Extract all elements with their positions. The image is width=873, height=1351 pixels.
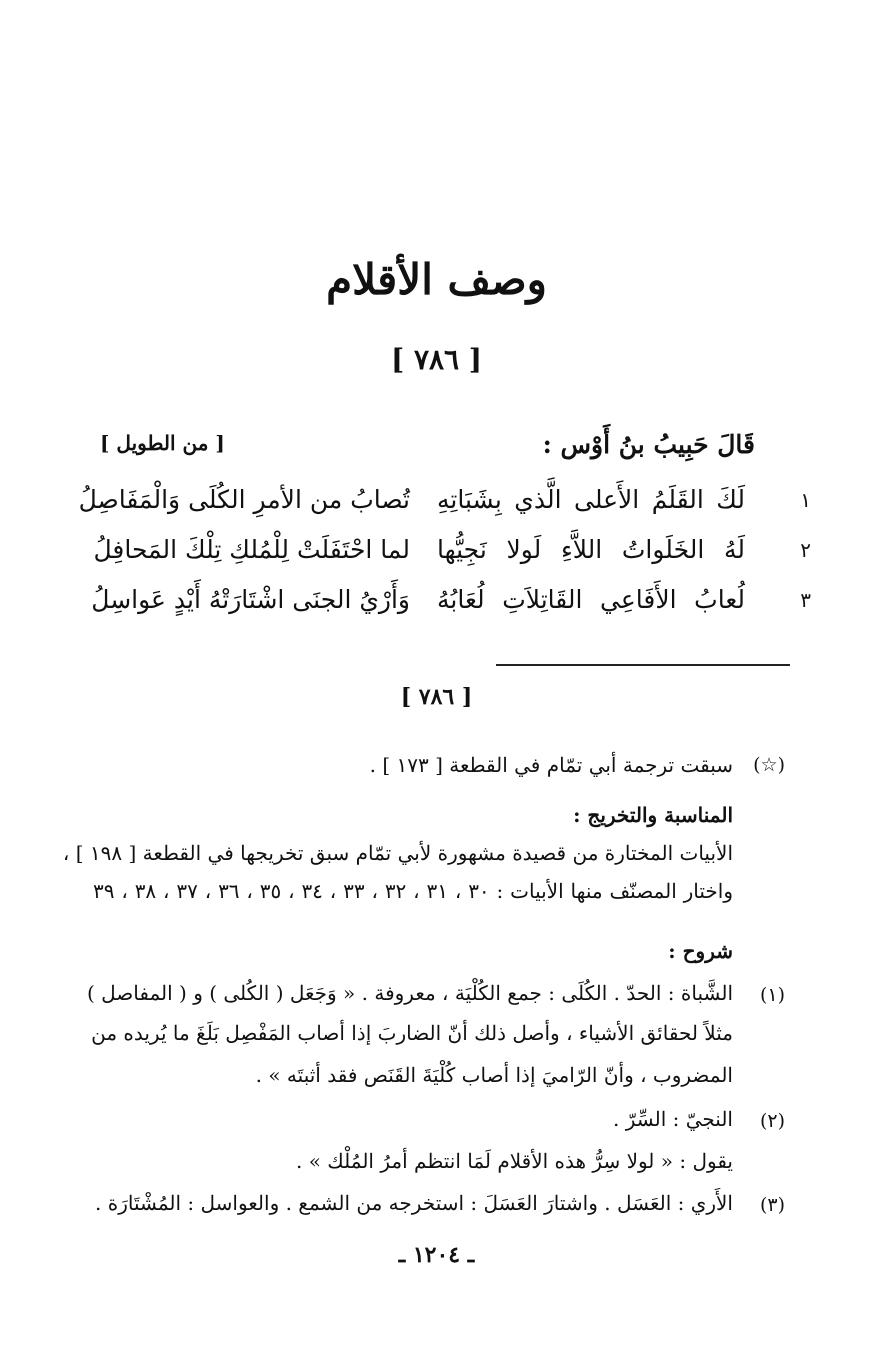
star-marker: (☆) [753,754,785,776]
explanation-line: النجيّ : السِّرّ . [613,1107,733,1131]
explanations-heading: شروح : [668,939,733,963]
verse-second-hemistich: تُصابُ من الأمرِ الكُلَى وَالْمَفَاصِلُ [78,485,410,514]
verse-first-hemistich: لَكَ القَلَمُ الأَعلى الَّذي بِشَبَاتِهِ [437,485,745,514]
relevance-line: الأبيات المختارة من قصيدة مشهورة لأبي تمّام سبق تخريجها في القطعة [ ١٩٨ ] ، [62,841,733,865]
explanation-line: المضروب ، وأنّ الرّاميَ إذا أصاب كُلْيَةَ القَنَص فقد أثبتَه » . [255,1063,733,1087]
explanation-marker: (٣) [759,1194,785,1216]
verse-2 [0,528,873,574]
verse-number: ٢ [800,538,811,562]
explanation-line: مثلاً لحقائق الأشياء ، وأصل ذلك أنّ الضاربَ إذا أصاب المَفْصِل بَلَغَ ما يُريده من [91,1021,733,1045]
verse-1 [0,478,873,524]
poet-attribution: قَالَ حَبِيبُ بنُ أَوْس : [542,430,755,459]
explanation-line: الأَري : العَسَل . واشتارَ العَسَلَ : استخرجه من الشمع . والعواسل : المُشْتَارَة . [95,1191,733,1215]
page-number: ـ ١٢٠٤ ـ [398,1242,475,1268]
verse-second-hemistich: لما احْتَفَلَتْ لِلْمُلكِ تِلْكَ المَحافِلُ [93,535,410,564]
page-title: وصف الأقلام [326,255,547,304]
verse-first-hemistich: لَهُ الخَلَواتُ اللاَّءِ لَولا نَجِيُّها [437,535,745,564]
explanation-line: يقول : « لولا سِرُّ هذه الأقلام لَمَا انتظم أمرُ المُلْك » . [295,1149,733,1173]
explanation-marker: (١) [759,984,785,1006]
star-note: سبقت ترجمة أبي تمّام في القطعة [ ١٧٣ ] . [369,753,733,777]
verse-number: ٣ [800,588,811,612]
piece-number: [ ٧٨٦ ] [390,343,483,376]
notes-number: [ ٧٨٦ ] [400,684,473,710]
relevance-heading: المناسبة والتخريج : [573,803,733,827]
explanation-marker: (٢) [759,1110,785,1132]
meter-label: [ من الطويل ] [100,431,225,455]
relevance-line: واختار المصنّف منها الأبيات : ٣٠ ، ٣١ ، ٣٢ ، ٣٣ ، ٣٤ ، ٣٥ ، ٣٦ ، ٣٧ ، ٣٨ ، ٣٩ [93,879,733,903]
verse-number: ١ [800,488,811,512]
verse-3 [0,578,873,624]
footnote-divider [496,664,790,666]
verse-first-hemistich: لُعابُ الأَفَاعِي القَاتِلاَتِ لُعَابُهُ [437,585,745,614]
verse-second-hemistich: وَأَرْيُ الجنَى اشْتَارَتْهُ أَيْدٍ عَواسِلُ [91,585,410,614]
explanation-line: الشَّباة : الحدّ . الكُلَى : جمع الكُلْيَة ، معروفة . « وَجَعَل ( الكُلى ) و ( المفاصل ) [86,981,733,1005]
